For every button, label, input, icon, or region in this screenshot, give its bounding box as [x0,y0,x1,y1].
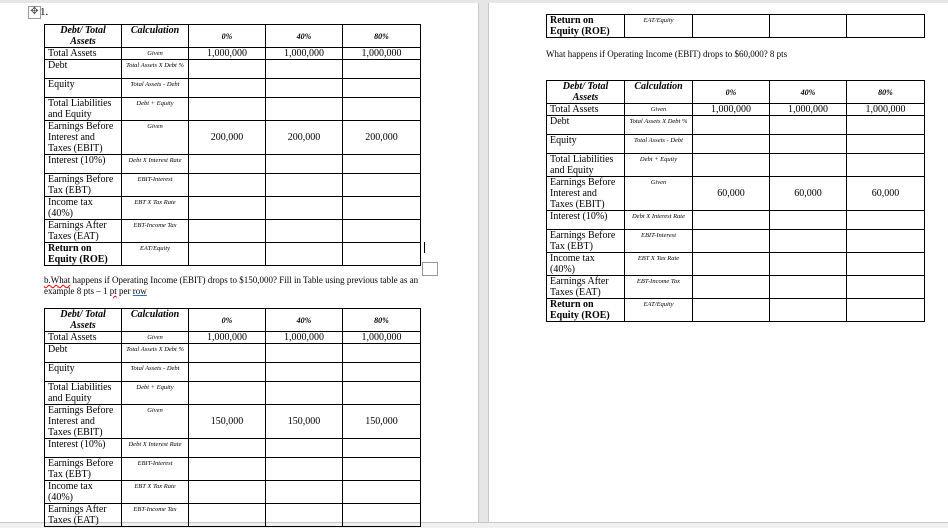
question-b-word: What [50,275,71,285]
row-calculation: Total Assets - Debt [122,363,189,382]
table-row [45,481,421,504]
table-move-handle-icon[interactable]: ✥ [28,6,41,19]
question-b-body: happens if Operating Income (EBIT) drops to $150,000? Fill in Table using previous table as an example 8 pts – 1 [44,275,419,296]
header-calculation: Calculation [122,309,189,332]
row-calculation: EBT X Tax Rate [122,481,189,504]
value-cell[interactable] [343,155,421,174]
value-cell[interactable] [770,116,847,135]
row-calculation: EBIT-Interest [122,458,189,481]
value-cell[interactable] [189,174,266,197]
value-cell[interactable] [847,276,925,299]
row-calculation: Given [122,121,189,155]
value-cell[interactable]: 60,000 [847,177,925,211]
value-cell[interactable] [266,60,343,79]
value-cell[interactable]: 1,000,000 [343,48,421,60]
value-cell[interactable] [693,15,770,38]
row-calculation: Total Assets - Debt [625,135,693,154]
header-calculation: Calculation [122,25,189,48]
value-cell[interactable] [847,135,925,154]
table-row [45,382,421,405]
header-debt-ratio: Debt/ Total Assets [45,25,122,48]
header-pct-2: 80% [343,309,421,332]
row-calculation: Debt + Equity [122,98,189,121]
row-label: Earnings After Taxes (EAT) [547,276,625,299]
value-cell[interactable]: 1,000,000 [189,332,266,344]
value-cell[interactable] [266,243,343,266]
value-cell[interactable] [343,220,421,243]
table-row [547,15,925,38]
table-row [547,230,925,253]
header-debt-ratio: Debt/ Total Assets [547,81,625,104]
row-calculation: Debt + Equity [625,154,693,177]
value-cell[interactable] [189,363,266,382]
row-label: Earnings After Taxes (EAT) [45,504,122,527]
row-label: Equity [45,363,122,382]
value-cell[interactable] [189,197,266,220]
header-pct-1: 40% [770,81,847,104]
row-calculation: EBT X Tax Rate [122,197,189,220]
row-label: Equity [45,79,122,98]
value-cell[interactable]: 60,000 [770,177,847,211]
table-row [45,363,421,382]
value-cell[interactable] [693,276,770,299]
row-calculation: Given [122,48,189,60]
question-b-per: per [116,286,133,296]
ratio-table-c[interactable] [546,80,925,322]
table-row [547,253,925,276]
table-header-row [45,309,421,332]
value-cell[interactable] [847,253,925,276]
question-b-prefix: b. [44,275,51,285]
value-cell[interactable]: 1,000,000 [770,104,847,116]
value-cell[interactable] [770,135,847,154]
table-row [547,116,925,135]
value-cell[interactable] [189,458,266,481]
row-calculation: Given [122,405,189,439]
table-resize-handle[interactable] [422,262,438,276]
value-cell[interactable] [770,230,847,253]
row-calculation: Total Assets X Debt % [122,344,189,363]
row-label: Income tax (40%) [547,253,625,276]
value-cell[interactable] [189,344,266,363]
value-cell[interactable] [770,211,847,230]
value-cell[interactable]: 60,000 [693,177,770,211]
header-pct-2: 80% [343,25,421,48]
value-cell[interactable] [343,504,421,527]
value-cell[interactable] [343,60,421,79]
row-label: Total Liabilities and Equity [547,154,625,177]
value-cell[interactable] [189,98,266,121]
value-cell[interactable]: 200,000 [266,121,343,155]
row-label: Interest (10%) [45,155,122,174]
row-calculation: EBT-Income Tax [122,504,189,527]
row-calculation: Given [625,177,693,211]
value-cell[interactable] [693,211,770,230]
row-calculation: Total Assets X Debt % [625,116,693,135]
row-calculation: EAT/Equity [122,243,189,266]
row-label: Earnings Before Interest and Taxes (EBIT) [45,121,122,155]
value-cell[interactable] [847,15,925,38]
row-label: Earnings Before Interest and Taxes (EBIT) [547,177,625,211]
question-number: 1. [40,6,49,18]
table-row [45,220,421,243]
table-row [45,405,421,439]
row-label: Debt [45,60,122,79]
value-cell[interactable] [847,230,925,253]
table-row [45,174,421,197]
value-cell[interactable]: 150,000 [266,405,343,439]
value-cell[interactable] [770,276,847,299]
page-gutter [478,3,489,522]
header-pct-0: 0% [189,25,266,48]
row-calculation: EBT X Tax Rate [625,253,693,276]
row-calculation: Given [625,104,693,116]
table-header-row [45,25,421,48]
question-b-row: row [132,286,147,296]
row-label: Total Liabilities and Equity [45,98,122,121]
table-row [547,177,925,211]
value-cell[interactable] [266,197,343,220]
table-row [547,299,925,322]
value-cell[interactable]: 1,000,000 [189,48,266,60]
row-label: Interest (10%) [547,211,625,230]
row-label: Earnings Before Tax (EBT) [45,458,122,481]
value-cell[interactable] [266,439,343,458]
value-cell[interactable] [266,504,343,527]
row-calculation: EBIT-Interest [625,230,693,253]
value-cell[interactable] [343,458,421,481]
value-cell[interactable]: 200,000 [189,121,266,155]
value-cell[interactable] [343,79,421,98]
row-calculation: Debt X Interest Rate [625,211,693,230]
value-cell[interactable] [343,243,421,266]
value-cell[interactable] [189,60,266,79]
row-label: Income tax (40%) [45,481,122,504]
value-cell[interactable] [266,458,343,481]
question-b-text [44,275,429,297]
table-row [45,98,421,121]
row-calculation: EBT-Income Tax [625,276,693,299]
value-cell[interactable] [693,230,770,253]
value-cell[interactable] [770,253,847,276]
value-cell[interactable] [693,299,770,322]
row-label: Return on Equity (ROE) [547,15,625,38]
row-label: Earnings Before Tax (EBT) [45,174,122,197]
row-calculation: Total Assets - Debt [122,79,189,98]
header-pct-1: 40% [266,25,343,48]
row-calculation: Total Assets X Debt % [122,60,189,79]
row-calculation: EBIT-Interest [122,174,189,197]
value-cell[interactable] [189,382,266,405]
value-cell[interactable] [847,211,925,230]
row-label: Return on Equity (ROE) [547,299,625,322]
table-row [45,439,421,458]
table-row [547,154,925,177]
table-row [547,104,925,116]
header-pct-0: 0% [693,81,770,104]
row-calculation: Debt X Interest Rate [122,439,189,458]
row-label: Total Assets [45,48,122,60]
header-pct-2: 80% [847,81,925,104]
row-label: Total Assets [45,332,122,344]
value-cell[interactable] [343,174,421,197]
header-pct-1: 40% [266,309,343,332]
value-cell[interactable] [189,243,266,266]
value-cell[interactable] [266,220,343,243]
value-cell[interactable] [343,98,421,121]
value-cell[interactable] [847,299,925,322]
row-label: Total Assets [547,104,625,116]
header-debt-ratio: Debt/ Total Assets [45,309,122,332]
value-cell[interactable] [847,116,925,135]
value-cell[interactable] [266,174,343,197]
value-cell[interactable] [266,155,343,174]
table-row [45,243,421,266]
row-label: Equity [547,135,625,154]
value-cell[interactable] [266,363,343,382]
value-cell[interactable] [343,382,421,405]
value-cell[interactable]: 1,000,000 [343,332,421,344]
value-cell[interactable] [189,79,266,98]
question-b-pt: pt [109,286,117,296]
value-cell[interactable] [189,439,266,458]
ratio-table-fragment[interactable] [546,14,925,38]
value-cell[interactable] [343,344,421,363]
value-cell[interactable]: 150,000 [189,405,266,439]
value-cell[interactable] [343,197,421,220]
value-cell[interactable]: 1,000,000 [693,104,770,116]
ratio-table-b[interactable] [44,308,421,527]
row-label: Return on Equity (ROE) [45,243,122,266]
table-row [45,155,421,174]
value-cell[interactable] [693,135,770,154]
table-header-row [547,81,925,104]
value-cell[interactable] [189,504,266,527]
value-cell[interactable]: 1,000,000 [266,332,343,344]
value-cell[interactable] [189,155,266,174]
table-row [45,344,421,363]
row-calculation: EAT/Equity [625,299,693,322]
table-row [547,276,925,299]
header-pct-0: 0% [189,309,266,332]
row-calculation: Debt + Equity [122,382,189,405]
value-cell[interactable] [266,98,343,121]
value-cell[interactable] [693,154,770,177]
row-label: Income tax (40%) [45,197,122,220]
value-cell[interactable] [770,154,847,177]
table-row [547,211,925,230]
value-cell[interactable]: 1,000,000 [847,104,925,116]
value-cell[interactable] [693,253,770,276]
value-cell[interactable] [693,116,770,135]
value-cell[interactable] [847,154,925,177]
value-cell[interactable] [343,481,421,504]
table-row [45,504,421,527]
value-cell[interactable] [770,299,847,322]
value-cell[interactable]: 1,000,000 [266,48,343,60]
row-label: Total Liabilities and Equity [45,382,122,405]
table-row [45,121,421,155]
table-row [45,332,421,344]
value-cell[interactable] [189,481,266,504]
ratio-table-1[interactable] [44,24,421,266]
value-cell[interactable]: 150,000 [343,405,421,439]
row-calculation: Given [122,332,189,344]
header-calculation: Calculation [625,81,693,104]
row-label: Interest (10%) [45,439,122,458]
row-calculation: Debt X Interest Rate [122,155,189,174]
value-cell[interactable] [770,15,847,38]
value-cell[interactable]: 200,000 [343,121,421,155]
row-calculation: EBT-Income Tax [122,220,189,243]
value-cell[interactable] [266,79,343,98]
table-row [45,48,421,60]
value-cell[interactable] [343,363,421,382]
table-row [45,60,421,79]
row-label: Debt [547,116,625,135]
row-label: Debt [45,344,122,363]
value-cell[interactable] [266,481,343,504]
text-cursor [424,242,425,253]
row-label: Earnings After Taxes (EAT) [45,220,122,243]
table-row [547,135,925,154]
row-label: Earnings Before Interest and Taxes (EBIT) [45,405,122,439]
value-cell[interactable] [189,220,266,243]
value-cell[interactable] [343,439,421,458]
question-c-text: What happens if Operating Income (EBIT) drops to $60,000? 8 pts [546,49,788,59]
table-row [45,458,421,481]
row-calculation: EAT/Equity [625,15,693,38]
value-cell[interactable] [266,344,343,363]
table-row [45,197,421,220]
value-cell[interactable] [266,382,343,405]
row-label: Earnings Before Tax (EBT) [547,230,625,253]
table-row [45,79,421,98]
